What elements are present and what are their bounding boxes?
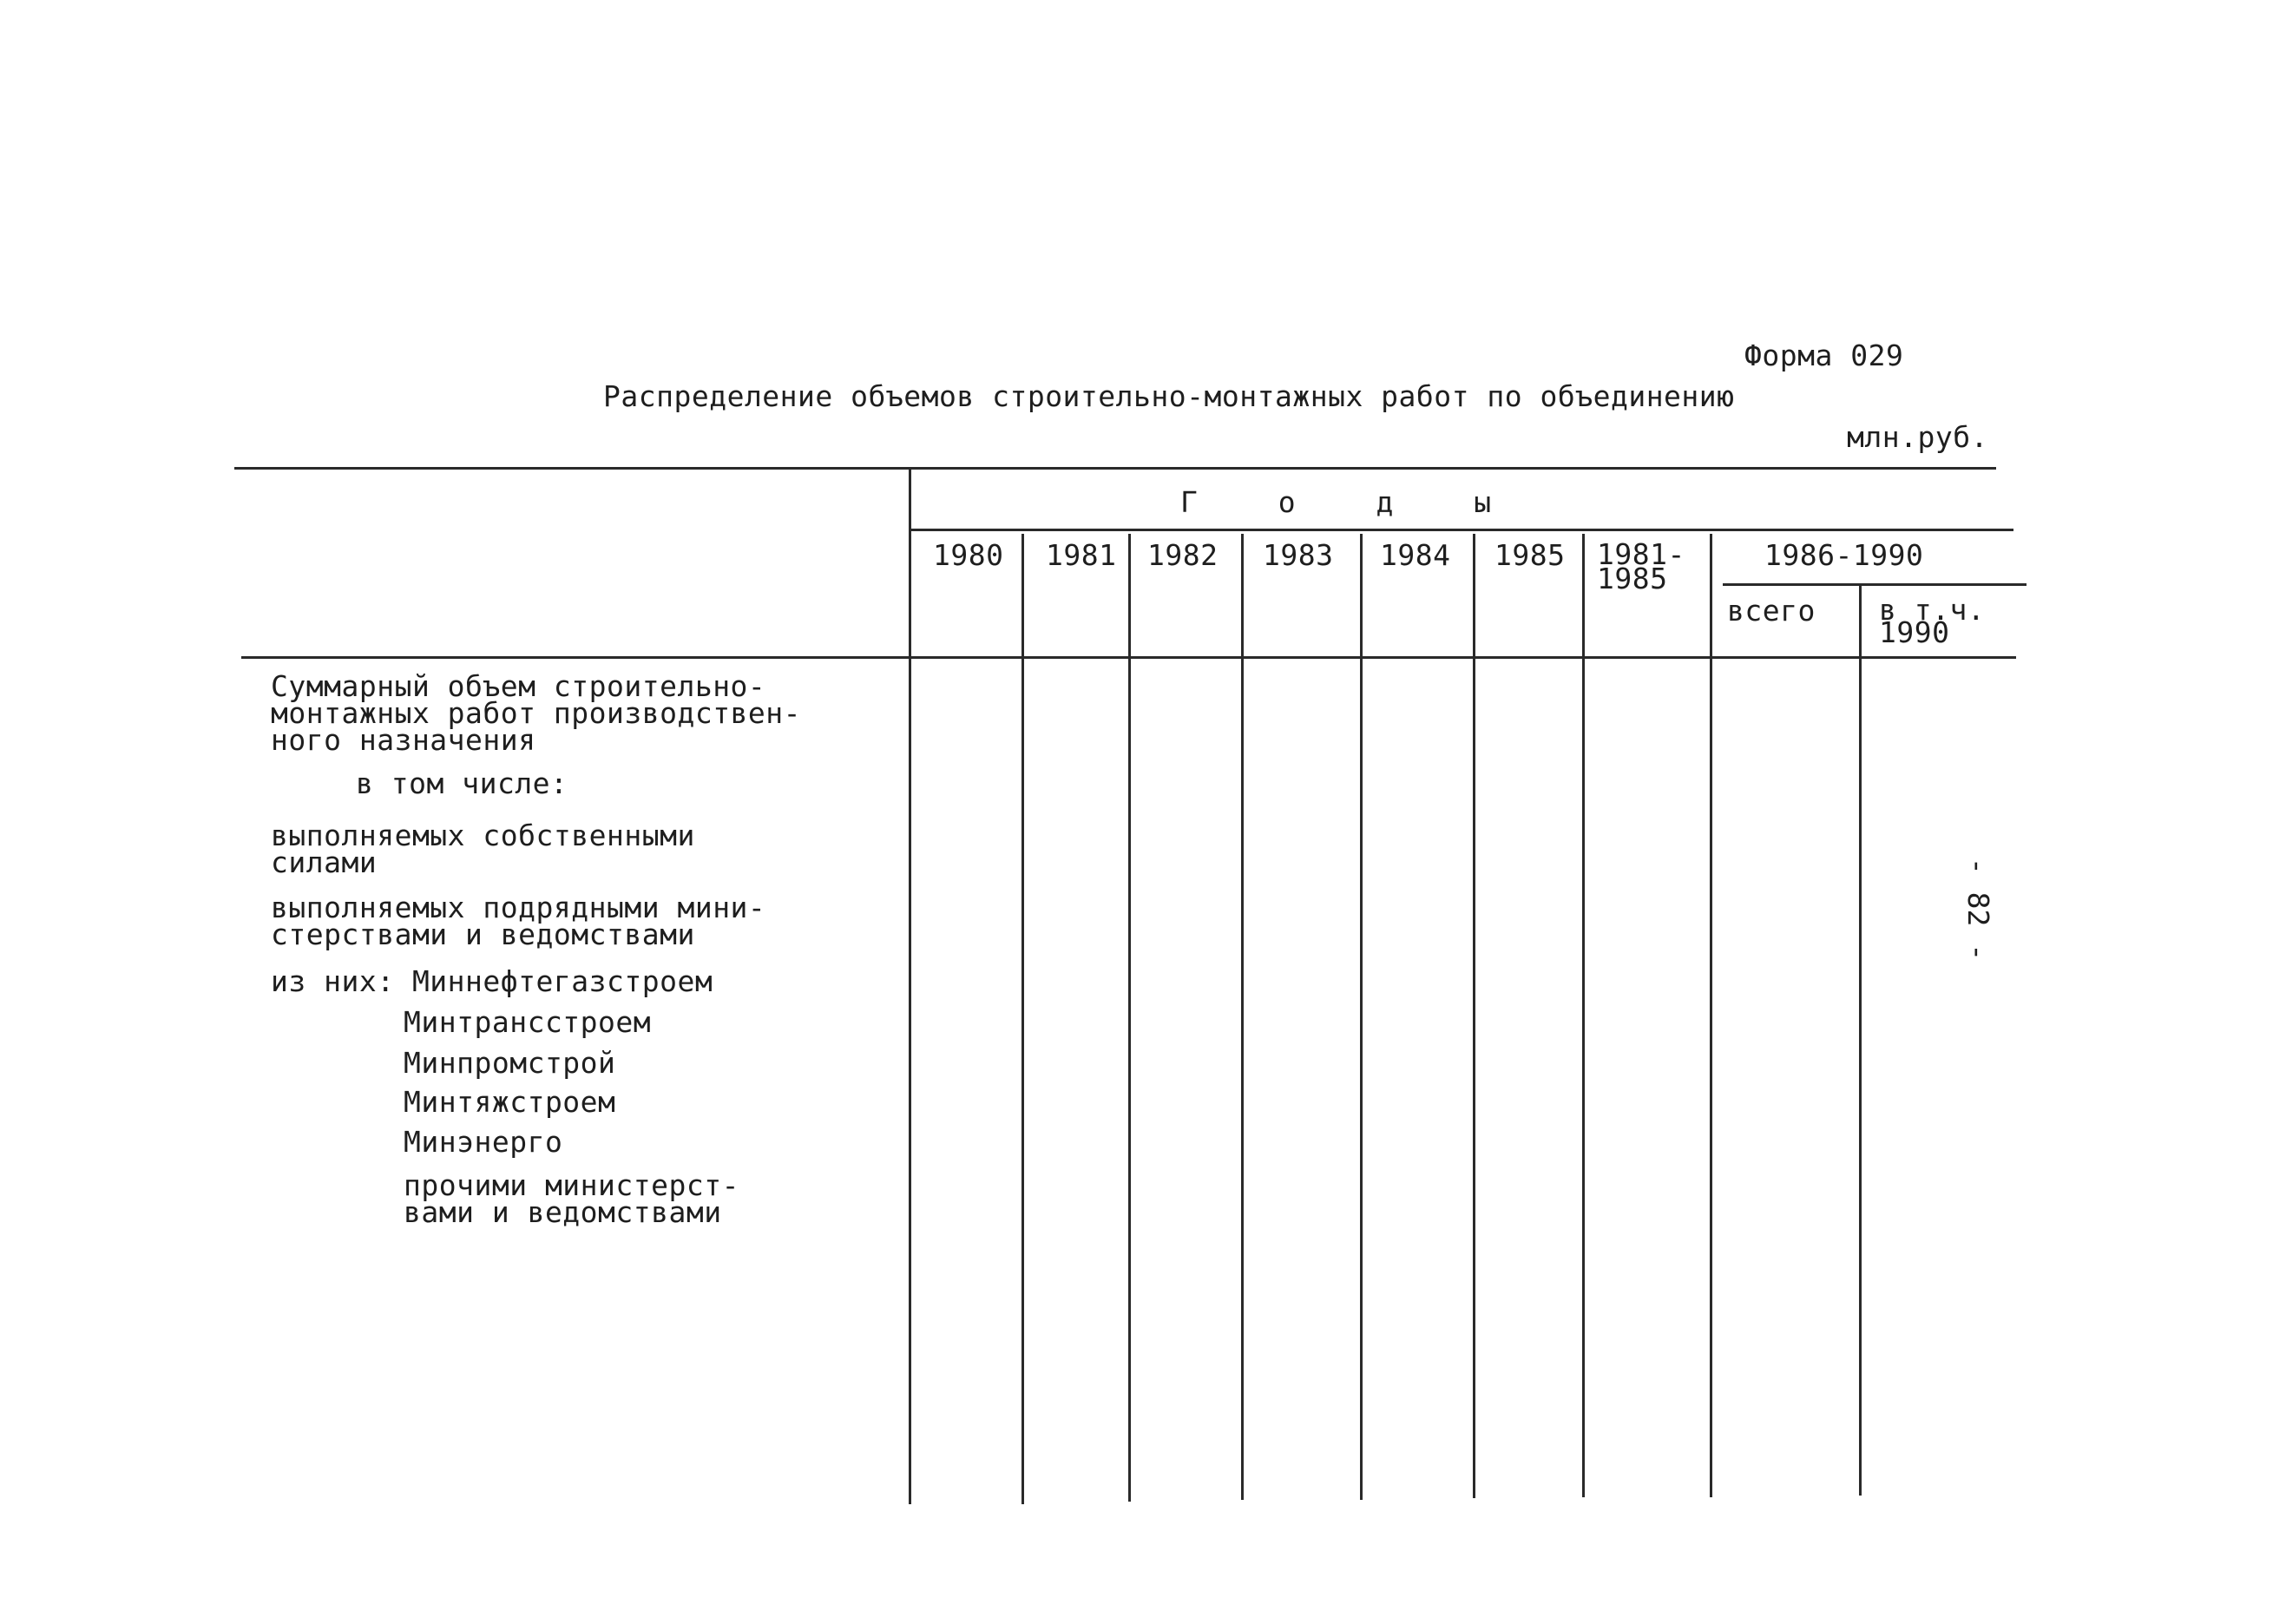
- year-1982: 1982: [1147, 538, 1219, 572]
- row-contract-ministries: выполняемых подрядными мини- стерствами и ведомствами: [271, 891, 766, 951]
- page-title: Распределение объемов строительно-монтажных работ по объединению: [603, 379, 1735, 413]
- subcol-total: всего: [1727, 594, 1816, 628]
- row-mintransstroy: Минтрансстроем: [404, 1005, 652, 1039]
- col-divider-1984: [1473, 534, 1475, 1498]
- year-1981: 1981: [1046, 538, 1117, 572]
- year-1980: 1980: [933, 538, 1004, 572]
- year-1985: 1985: [1494, 538, 1566, 572]
- row-mintyazhstroy: Минтяжстроем: [404, 1085, 616, 1119]
- years-header-rule: [910, 529, 2013, 531]
- period-1986-1990: 1986-1990: [1764, 538, 1924, 572]
- col-divider-1981-1985: [1710, 534, 1712, 1497]
- row-minpromstroy: Минпромстрой: [404, 1046, 616, 1080]
- period-1981-1985: 1981- 1985: [1597, 537, 1685, 595]
- col-divider-1982: [1241, 534, 1244, 1500]
- unit-label: млн.руб.: [1847, 420, 1988, 454]
- subcol-incl-1990: в т.ч. 1990: [1879, 593, 1986, 649]
- col-divider-1983: [1360, 534, 1363, 1500]
- row-minenergo: Минэнерго: [404, 1125, 563, 1159]
- page-number: - 82 -: [1961, 857, 1996, 962]
- row-own-forces: выполняемых собственными силами: [271, 819, 695, 879]
- col-divider-labels: [909, 467, 911, 1504]
- form-number: Форма 029: [1744, 339, 1904, 372]
- period-subheader-rule: [1723, 583, 2027, 586]
- year-1984: 1984: [1380, 538, 1451, 572]
- col-divider-total: [1859, 586, 1862, 1496]
- table-top-rule: [234, 467, 1996, 470]
- years-header: Г о д ы: [1180, 485, 1492, 519]
- row-including: в том числе:: [356, 766, 568, 800]
- row-other-ministries: прочими министерст- вами и ведомствами: [404, 1168, 739, 1229]
- year-1983: 1983: [1263, 538, 1334, 572]
- row-minneftegazstroy: из них: Миннефтегазстроем: [271, 964, 713, 998]
- col-divider-1980: [1021, 534, 1024, 1504]
- row-total-volume: Суммарный объем строительно- монтажных работ производствен- ного назначения: [271, 669, 802, 757]
- col-divider-1981: [1128, 534, 1131, 1502]
- col-divider-1985: [1582, 534, 1585, 1497]
